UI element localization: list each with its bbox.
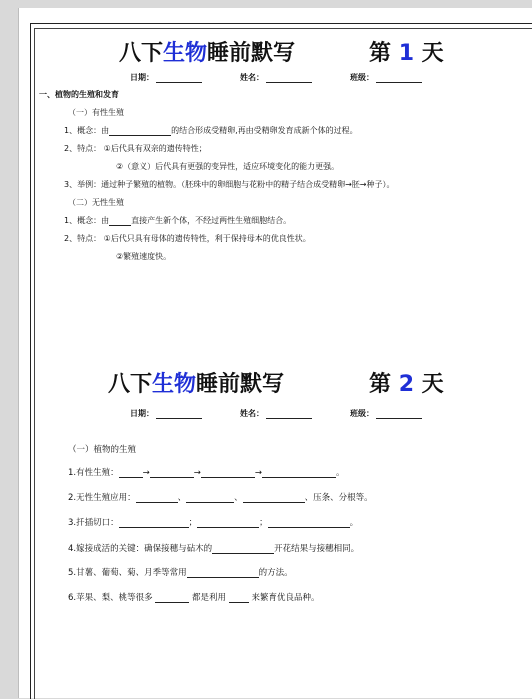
name-blank[interactable]: [266, 73, 312, 83]
question-6: [68, 591, 319, 603]
concept-rest: 的结合形成受精卵,再由受精卵发育成新个体的过程。: [171, 126, 358, 135]
day-suffix: 天: [421, 41, 444, 66]
q6-blank-2[interactable]: [229, 593, 249, 603]
asexual-traits-label: 2、特点：: [64, 234, 102, 243]
q1-blank-4[interactable]: [262, 468, 336, 478]
day-label: [369, 36, 444, 67]
example-line: 3、举例：通过种子繁殖的植物。（胚珠中的卵细胞与花粉中的精子结合成受精卵→胚→种子）。: [64, 180, 395, 189]
name-blank-2[interactable]: [266, 409, 312, 419]
q3-sep: ；: [188, 518, 198, 528]
q6-label: 6.苹果、梨、桃等很多: [68, 593, 153, 603]
question-2: [68, 491, 373, 503]
date-label: 日期：: [130, 73, 154, 82]
asexual-concept-line: [64, 215, 291, 226]
q5-rest: 的方法。: [258, 568, 293, 578]
section-heading-2: （一）植物的生殖: [68, 445, 137, 455]
arrow-icon: →: [193, 468, 201, 478]
q2-blank-2[interactable]: [186, 493, 234, 503]
q3-blank-2[interactable]: [197, 518, 259, 528]
class-label: 班级：: [350, 73, 374, 82]
q1-blank-3[interactable]: [201, 468, 255, 478]
q1-label: 1.有性生殖：: [68, 468, 119, 478]
asexual-trait-2: ②繁殖速度快。: [116, 252, 172, 261]
asexual-concept-label: 1、概念：由: [64, 216, 110, 225]
q3-blank-1[interactable]: [119, 518, 189, 528]
trait-2: ②（意义）后代具有更强的变异性，适应环境变化的能力更强。: [116, 162, 340, 171]
arrow-icon: →: [142, 468, 150, 478]
q3-label: 3.扦插切口：: [68, 518, 119, 528]
asexual-concept-blank[interactable]: [109, 216, 131, 226]
q2-sep: 、: [177, 493, 187, 503]
title-text: [119, 36, 295, 67]
title-subject-2: 生物: [152, 372, 197, 397]
q4-blank[interactable]: [212, 544, 274, 554]
day-number-2: 2: [398, 372, 414, 397]
question-3: [68, 516, 358, 528]
title-text-2: [108, 367, 284, 398]
q6-mid: 都是利用: [192, 593, 227, 603]
date-label-2: 日期：: [130, 409, 154, 418]
question-1: [68, 466, 345, 478]
class-blank-2[interactable]: [376, 409, 422, 419]
q3-sep: ；: [259, 518, 268, 528]
question-4: [68, 542, 359, 554]
asexual-heading: （二）无性生殖: [68, 198, 124, 207]
title-prefix: 八下: [119, 41, 164, 66]
q2-label: 2.无性生殖应用：: [68, 493, 136, 503]
q6-rest: 来繁育优良品种。: [251, 593, 320, 603]
title-subject: 生物: [163, 41, 208, 66]
q4-label: 4.嫁接成活的关键：确保接穗与砧木的: [68, 544, 213, 554]
concept-blank[interactable]: [109, 126, 171, 136]
name-label: 姓名：: [240, 73, 264, 82]
day-suffix-2: 天: [421, 372, 444, 397]
day-prefix-2: 第: [369, 372, 392, 397]
asexual-trait-1: ①后代只具有母体的遗传特性，利于保持母本的优良性状。: [103, 234, 311, 243]
concept-line: [64, 125, 358, 136]
name-label-2: 姓名：: [240, 409, 264, 418]
date-field[interactable]: [130, 72, 202, 83]
worksheet-title: [36, 36, 516, 68]
q1-blank-2[interactable]: [150, 468, 194, 478]
asexual-concept-rest: 直接产生新个体，不经过两性生殖细胞结合。: [131, 216, 292, 225]
date-field-2[interactable]: [130, 408, 202, 419]
q5-blank[interactable]: [187, 568, 259, 578]
section-heading: 一、植物的生殖和发育: [39, 90, 119, 99]
class-field[interactable]: [350, 72, 422, 83]
info-row-2: [36, 408, 516, 422]
asexual-traits-line: [64, 233, 311, 244]
class-blank[interactable]: [376, 73, 422, 83]
q1-period: 。: [336, 468, 345, 478]
concept-label: 1、概念：由: [64, 126, 110, 135]
q2-rest: 、压条、分根等。: [304, 493, 373, 503]
date-blank-2[interactable]: [156, 409, 202, 419]
info-row: [36, 72, 516, 86]
q3-blank-3[interactable]: [268, 518, 350, 528]
name-field-2[interactable]: [240, 408, 312, 419]
traits-line: [64, 143, 207, 154]
date-blank[interactable]: [156, 73, 202, 83]
q1-blank-1[interactable]: [119, 468, 143, 478]
sexual-heading: （一）有性生殖: [68, 108, 124, 117]
title-prefix-2: 八下: [108, 372, 153, 397]
q3-period: 。: [349, 518, 359, 528]
day-prefix: 第: [369, 41, 392, 66]
q4-rest: 开花结果与接穗相同。: [274, 544, 360, 554]
arrow-icon: →: [254, 468, 262, 478]
trait-1: ①后代具有双亲的遗传特性；: [103, 144, 207, 153]
name-field[interactable]: [240, 72, 312, 83]
q2-blank-3[interactable]: [243, 493, 305, 503]
question-5: [68, 566, 293, 578]
q2-blank-1[interactable]: [136, 493, 178, 503]
q2-sep: 、: [234, 493, 243, 503]
title-suffix-2: 睡前默写: [196, 372, 285, 397]
day-label-2: [369, 367, 444, 398]
q6-blank-1[interactable]: [155, 593, 189, 603]
traits-label: 2、特点：: [64, 144, 102, 153]
q5-label: 5.甘薯、葡萄、菊、月季等常用: [68, 568, 187, 578]
class-field-2[interactable]: [350, 408, 422, 419]
class-label-2: 班级：: [350, 409, 374, 418]
day-number: 1: [398, 41, 414, 66]
title-suffix: 睡前默写: [207, 41, 296, 66]
worksheet-title-2: [36, 367, 516, 399]
